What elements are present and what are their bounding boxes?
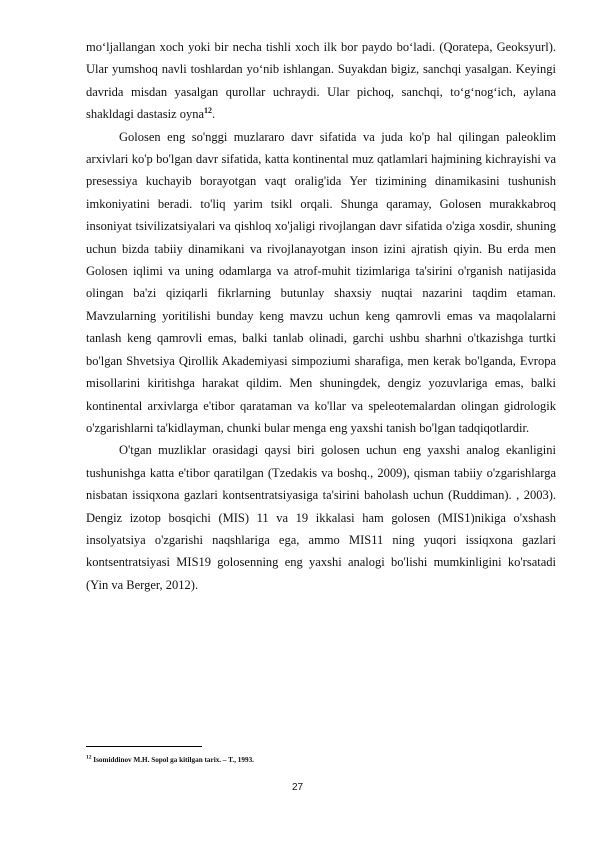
paragraph-3: O'tgan muzliklar orasidagi qaysi biri golosen uchun eng yaxshi analog ekanligini tushunishga katta e'tibor qaratilgan (Tzedakis va boshq., 2009), qisman tabiiy o'zgarishlarga nisbatan issiqxona gazlari kontsentratsiyasiga ta'sirini baholash uchun (Ruddiman). , 2003). Dengiz izotop bosqichi (MIS) 11 va 19 ikkalasi ham golosen (MIS1)nikiga o'xshash insolyatsiya o'zgarishi naqshlariga ega, ammo MIS11 ning yuqori issiqxona gazlari kontsentratsiyasi MIS19 golosenning eng yaxshi analogi bo'lishi mumkinligini ko'rsatadi (Yin va Berger, 2012). [86,443,556,592]
footnote-text: Isomiddinov M.H. Sopol ga kitilgan tarix. – T., 1993. [93,756,254,764]
footnote [86,756,254,764]
footnote-separator [86,746,202,747]
footnote-reference[interactable]: 12 [204,106,213,116]
footnote-number: 12 [86,754,92,761]
page-number: 27 [291,782,304,793]
paragraph-2: Golosen eng so'nggi muzlararo davr sifatida va juda ko'p hal qilingan paleoklim arxivlari ko'p bo'lgan davr sifatida, katta kontinental muz qatlamlari hajmining kichrayishi va presessiya kuchayib borayotgan vaqt oralig'ida Yer tizimining dinamikasini tushunish imkoniyatini beradi. to'liq yarim tsikl orqali. Shunga qaramay, Golosen murakkabroq insoniyat tsivilizatsiyalari va qishloq xo'jaligi rivojlangan davr sifatida o'ziga xosdir, shuning uchun bizda tabiiy dinamikani va rivojlanayotgan inson izini ajratish qiyin. Bu erda men Golosen iqlimi va uning odamlarga va atrof-muhit tizimlariga ta'sirini o'rganish natijasida olingan ba'zi qiziqarli fikrlarning butunlay shaxsiy nuqtai nazarini taqdim etaman. Mavzularning yoritilishi bunday keng mavzu uchun keng qamrovli emas va maqolalarni tanlash keng qamrovli emas, balki tanlab olinadi, garchi ushbu sharhni o'tkazishga turtki bo'lgan Shvetsiya Qirollik Akademiyasi simpoziumi sharafiga, men kerak bo'lganda, Evropa misollarini kiritishga harakat qildim. Men shuningdek, dengiz yozuvlariga emas, balki kontinental arxivlarga e'tibor qarataman va ko'llar va speleotemalardan olingan gidrologik o'zgarishlarni ta'kidlayman, chunki bular menga eng yaxshi tanish bo'lgan tadqiqotlardir. [86,129,556,435]
document-body [86,36,556,596]
paragraph-1-text: mo‘ljallangan xoch yoki bir necha tishli xoch ilk bor paydo bo‘ladi. (Qoratepa, Geoksyurl). Ular yumshoq navli toshlardan yo‘nib ishlangan. Suyakdan bigiz, sanchqi yasalgan. Keyingi davrida misdan yasalgan qurollar uchraydi. Ular pichoq, sanchqi, to‘g‘nog‘ich, aylana shakldagi dastasiz oyna [86,40,556,122]
paragraph-1-tail: . [212,107,216,122]
paragraph-1 [86,36,556,126]
